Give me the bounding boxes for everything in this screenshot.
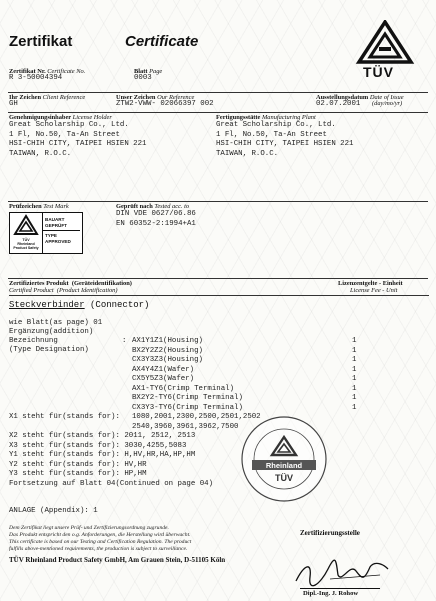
issue-date-value: 02.07.2001 (316, 100, 361, 108)
cert-no-label: Zertifikat Nr. Certificate No. (9, 68, 86, 75)
our-ref-value: ZTW2-VWW- 02066397 002 (116, 100, 214, 108)
title-de: Zertifikat (9, 33, 73, 50)
product-label: Zertifiziertes Produkt (Geräteidentifikation) (9, 280, 132, 287)
cert-no-value: R 3-50004394 (9, 74, 63, 82)
def-list (9, 432, 195, 480)
def-row (9, 470, 195, 480)
signature (290, 555, 400, 591)
type-item: BX2Y2Z2(Housing) (132, 346, 203, 355)
tuv-logo (355, 20, 415, 82)
page-value: 0003 (134, 74, 152, 82)
badge-line: TYPE (45, 233, 57, 238)
divider (8, 92, 428, 93)
seal-mid-text: TÜV (275, 473, 293, 483)
def-row (9, 432, 195, 442)
type-item: AX4Y4Z1(Wafer) (132, 365, 195, 374)
note-line: Das Produkt entspricht den o.g. Anforderungen, die Herstellung wird überwacht. (9, 532, 191, 538)
badge-small-line: Rheinland (17, 242, 35, 246)
x1-line: 2540,3960,3961,3962,7500 (132, 422, 239, 431)
def-key: X2 steht für(stands for): (9, 432, 120, 440)
def-row (9, 461, 195, 471)
type-item: AX1-TY6(Crimp Terminal) (132, 384, 235, 393)
designation-en: (Type Designation) (9, 346, 89, 354)
def-key: Y2 steht für(stands for): (9, 460, 120, 469)
type-list (132, 337, 243, 413)
def-value: 3030,4255,5083 (124, 441, 187, 450)
type-item: CX5Y5Z3(Wafer) (132, 375, 195, 383)
client-ref-label: Ihr Zeichen Client Reference (9, 94, 86, 101)
signature-line (300, 588, 380, 589)
fee-label: Lizenzentgelte - Einheit (338, 280, 403, 287)
product-addition: Ergänzung(addition) (9, 328, 94, 336)
def-value: HP,HM (124, 470, 147, 478)
def-key: Y3 steht für(stands for): (9, 470, 120, 478)
unit-value: 1 (352, 356, 357, 364)
holder-line: Great Scholarship Co., Ltd. (9, 121, 129, 129)
plant-line: HSI-CHIH CITY, TAIPEI HSIEN 221 (216, 140, 354, 148)
fee-label-en: License Fee - Unit (350, 287, 398, 294)
test-mark-text (45, 217, 67, 228)
designation-colon: : (122, 337, 127, 345)
product-page-line: wie Blatt(as page) 01 (9, 319, 103, 327)
unit-value: 1 (352, 394, 357, 402)
holder-address (9, 121, 147, 159)
plant-line: TAIWAN, R.O.C. (216, 149, 279, 158)
unit-value: 1 (352, 365, 357, 374)
title-en: Certificate (125, 33, 199, 50)
unit-list (352, 337, 356, 413)
badge-line: BAUART (45, 217, 65, 222)
divider (9, 295, 429, 296)
cert-body-label: Zertifizierungsstelle (300, 529, 360, 537)
footer-note (9, 525, 191, 553)
issue-date-format: (day/mo/yr) (372, 100, 403, 107)
holder-label: Genehmigungsinhaber License Holder (9, 114, 112, 121)
def-value: 2011, 2512, 2513 (124, 432, 196, 440)
x1-line: 1080,2001,2300,2500,2501,2502 (132, 413, 261, 421)
tested-acc-label: Geprüft nach Tested acc. to (116, 203, 190, 210)
unit-value: 1 (352, 403, 357, 412)
type-item: CX3Y3-TY6(Crimp Terminal) (132, 403, 243, 412)
plant-line: 1 Fl, No.50, Ta-An Street (216, 130, 327, 139)
plant-line: Great Scholarship Co., Ltd. (216, 121, 336, 129)
page-label: Blatt Page (134, 68, 163, 75)
divider (8, 201, 428, 202)
test-mark-logo (10, 213, 43, 253)
standard-line: EN 60352-2:1994+A1 (116, 219, 196, 228)
signature-icon (290, 555, 400, 591)
def-key: Y1 steht für(stands for): (9, 451, 120, 459)
seal-band-text: Rheinland (265, 461, 303, 470)
type-item: BX2Y2-TY6(Crimp Terminal) (132, 394, 243, 402)
seal-icon (240, 415, 328, 503)
note-line: This certificate is based on our Testing and Certification Regulation. The product (9, 539, 192, 545)
continued-note: Fortsetzung auf Blatt 04(Continued on page 04) (9, 480, 214, 488)
note-line: Dem Zertifikat liegt unsere Prüf- und Zertifizierungsordnung zugrunde. (9, 525, 169, 531)
holder-line: TAIWAN, R.O.C. (9, 149, 72, 158)
test-mark-badge (9, 212, 83, 254)
product-label-en: Certified Product (Product Identification) (9, 287, 118, 294)
type-item: AX1Y1Z1(Housing) (132, 337, 203, 345)
def-row (9, 442, 195, 452)
annex: ANLAGE (Appendix): 1 (9, 507, 98, 515)
badge-divider (43, 230, 80, 231)
our-ref-label: Unser Zeichen Our Reference (116, 94, 195, 101)
official-seal (240, 415, 328, 503)
unit-value: 1 (352, 346, 357, 355)
badge-line: APPROVED (45, 238, 71, 244)
badge-small-line: TÜV (22, 238, 30, 242)
badge-line: GEPRÜFT (45, 222, 67, 228)
signer-name: Dipl.-Ing. J. Rohow (303, 590, 359, 597)
type-item: CX3Y3Z3(Housing) (132, 356, 203, 364)
tested-acc-standards (116, 210, 196, 229)
product-name: Steckverbinder (Connector) (9, 300, 150, 310)
holder-line: 1 Fl, No.50, Ta-An Street (9, 130, 120, 139)
test-mark-label: Prüfzeichen Test Mark (9, 203, 69, 210)
tuv-triangle-icon (10, 213, 42, 239)
plant-address (216, 121, 354, 159)
client-ref-value: GH (9, 100, 18, 108)
badge-small-line: Product Safety (13, 246, 39, 250)
standard-line: DIN VDE 0627/06.86 (116, 210, 196, 218)
def-key: X3 steht für(stands for): (9, 441, 120, 450)
note-line: fulfills above-mentioned requirements, the production is subject to surveillance. (9, 546, 188, 552)
x1-label: X1 steht für(stands for): (9, 413, 120, 421)
test-mark-small-text (10, 238, 42, 250)
def-value: H,HV,HR,HA,HP,HM (124, 451, 196, 459)
issue-date-label: Ausstellungsdatum Date of Issue (316, 94, 404, 101)
tuv-logo-text: TÜV (363, 64, 394, 80)
def-value: HV,HR (124, 460, 147, 469)
divider (8, 278, 428, 279)
designation-de: Bezeichnung (9, 337, 58, 345)
unit-value: 1 (352, 375, 357, 383)
def-row (9, 451, 195, 461)
unit-value: 1 (352, 384, 357, 393)
test-mark-text-en (45, 233, 71, 244)
divider (8, 112, 428, 113)
holder-line: HSI-CHIH CITY, TAIPEI HSIEN 221 (9, 140, 147, 148)
company-address: TÜV Rheinland Product Safety GmbH, Am Grauen Stein, D-51105 Köln (9, 556, 226, 564)
plant-label: Fertigungsstätte Manufacturing Plant (216, 114, 316, 121)
unit-value: 1 (352, 337, 357, 345)
